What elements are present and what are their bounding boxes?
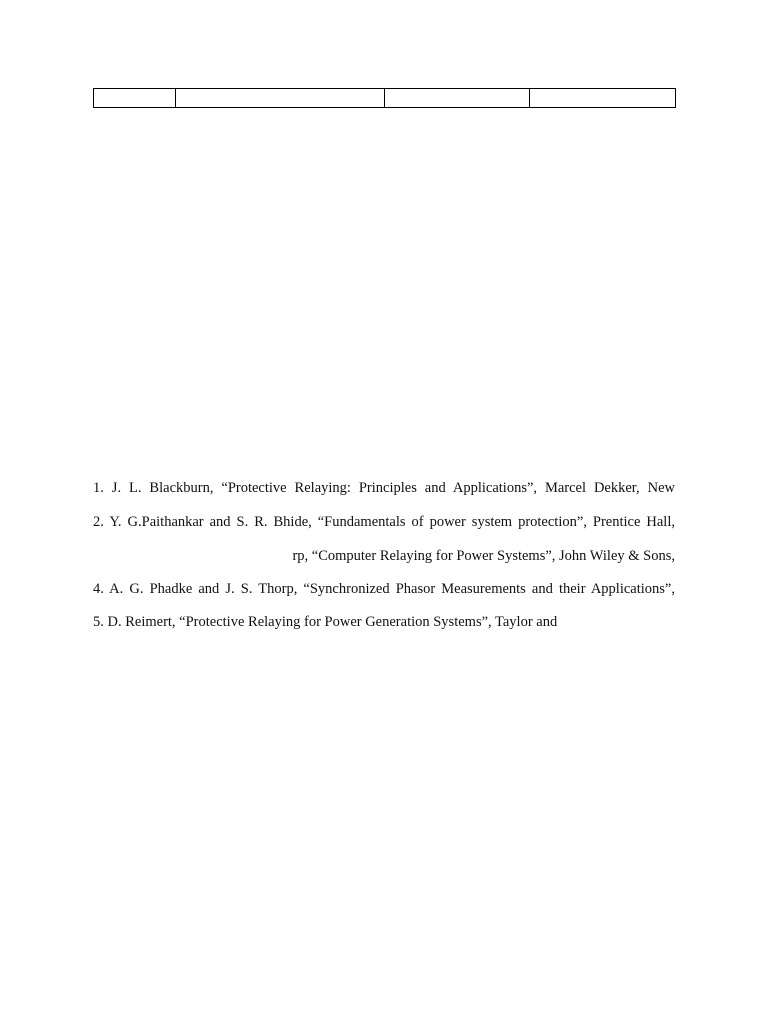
reference-item-3: rp, “Computer Relaying for Power Systems”, John Wiley & Sons, bbox=[292, 548, 675, 564]
table-cell-2 bbox=[176, 89, 385, 108]
reference-item-1: 1. J. L. Blackburn, “Protective Relaying: Principles and Applications”, Marcel Dekker, New bbox=[93, 480, 675, 496]
reference-item-5: 5. D. Reimert, “Protective Relaying for Power Generation Systems”, Taylor and bbox=[93, 614, 558, 630]
table-row bbox=[94, 89, 676, 108]
header-table bbox=[93, 88, 676, 108]
reference-item-4: 4. A. G. Phadke and J. S. Thorp, “Synchronized Phasor Measurements and their Applications”, bbox=[93, 581, 675, 597]
table-cell-4 bbox=[530, 89, 676, 108]
reference-item-2: 2. Y. G.Paithankar and S. R. Bhide, “Fundamentals of power system protection”, Prentice Hall, bbox=[93, 514, 675, 530]
table-cell-1 bbox=[94, 89, 176, 108]
table-cell-3 bbox=[385, 89, 530, 108]
